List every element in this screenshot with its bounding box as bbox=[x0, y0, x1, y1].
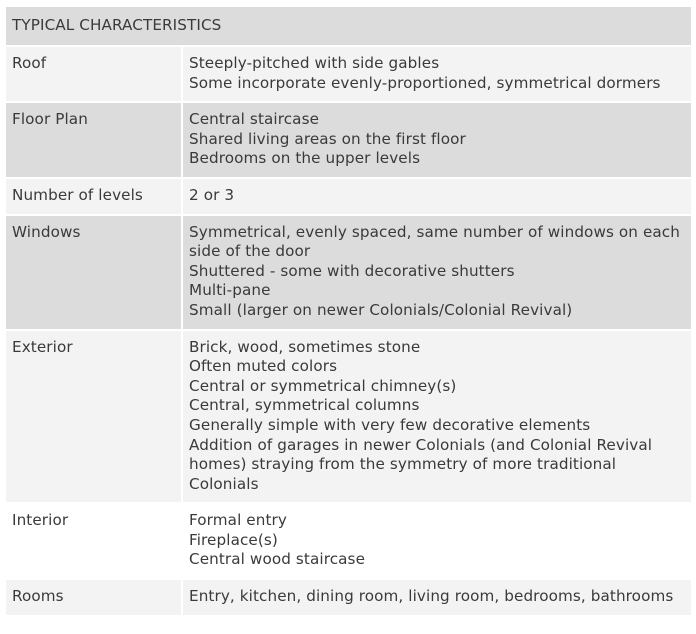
row-value bbox=[182, 579, 691, 616]
table-row-exterior bbox=[6, 330, 691, 504]
characteristics-table bbox=[6, 7, 691, 617]
table-header-row bbox=[6, 7, 691, 46]
value-line: 2 or 3 bbox=[189, 185, 235, 204]
row-value bbox=[182, 503, 691, 579]
row-value bbox=[182, 178, 691, 215]
row-value bbox=[182, 215, 691, 330]
row-label: Roof bbox=[6, 46, 182, 102]
row-label: Rooms bbox=[6, 579, 182, 616]
value-line: Shuttered - some with decorative shutters bbox=[189, 261, 515, 280]
row-value bbox=[182, 330, 691, 504]
table-row-floor-plan bbox=[6, 102, 691, 178]
value-line: Brick, wood, sometimes stone bbox=[189, 337, 421, 356]
value-line: Central or symmetrical chimney(s) bbox=[189, 376, 457, 395]
value-line: Small (larger on newer Colonials/Colonial Revival) bbox=[189, 300, 573, 319]
value-line: Central wood staircase bbox=[189, 550, 366, 569]
row-label: Floor Plan bbox=[6, 102, 182, 178]
value-line: Bedrooms on the upper levels bbox=[189, 149, 421, 168]
value-line: Fireplace(s) bbox=[189, 530, 278, 549]
row-value bbox=[182, 46, 691, 102]
value-line: Addition of garages in newer Colonials (and Colonial Revival homes) straying from the symmetry of more traditional Colonials bbox=[189, 435, 653, 493]
value-line: Multi-pane bbox=[189, 281, 271, 300]
value-line: Central staircase bbox=[189, 110, 320, 129]
value-line: Symmetrical, evenly spaced, same number of windows on each side of the door bbox=[189, 222, 680, 261]
table-title: TYPICAL CHARACTERISTICS bbox=[6, 7, 691, 46]
row-label: Exterior bbox=[6, 330, 182, 504]
table-row-windows bbox=[6, 215, 691, 330]
value-line: Entry, kitchen, dining room, living room, bedrooms, bathrooms bbox=[189, 587, 674, 606]
table-row-number-of-levels bbox=[6, 178, 691, 215]
value-line: Formal entry bbox=[189, 511, 287, 530]
table-row-roof bbox=[6, 46, 691, 102]
row-label: Interior bbox=[6, 503, 182, 579]
value-line: Central, symmetrical columns bbox=[189, 396, 420, 415]
value-line: Shared living areas on the first floor bbox=[189, 129, 466, 148]
row-label: Number of levels bbox=[6, 178, 182, 215]
table-row-interior bbox=[6, 503, 691, 579]
value-line: Some incorporate evenly-proportioned, symmetrical dormers bbox=[189, 73, 661, 92]
row-value bbox=[182, 102, 691, 178]
table-row-rooms bbox=[6, 579, 691, 616]
value-line: Steeply-pitched with side gables bbox=[189, 54, 440, 72]
value-line: Often muted colors bbox=[189, 357, 338, 376]
value-line: Generally simple with very few decorative elements bbox=[189, 415, 591, 434]
row-label: Windows bbox=[6, 215, 182, 330]
